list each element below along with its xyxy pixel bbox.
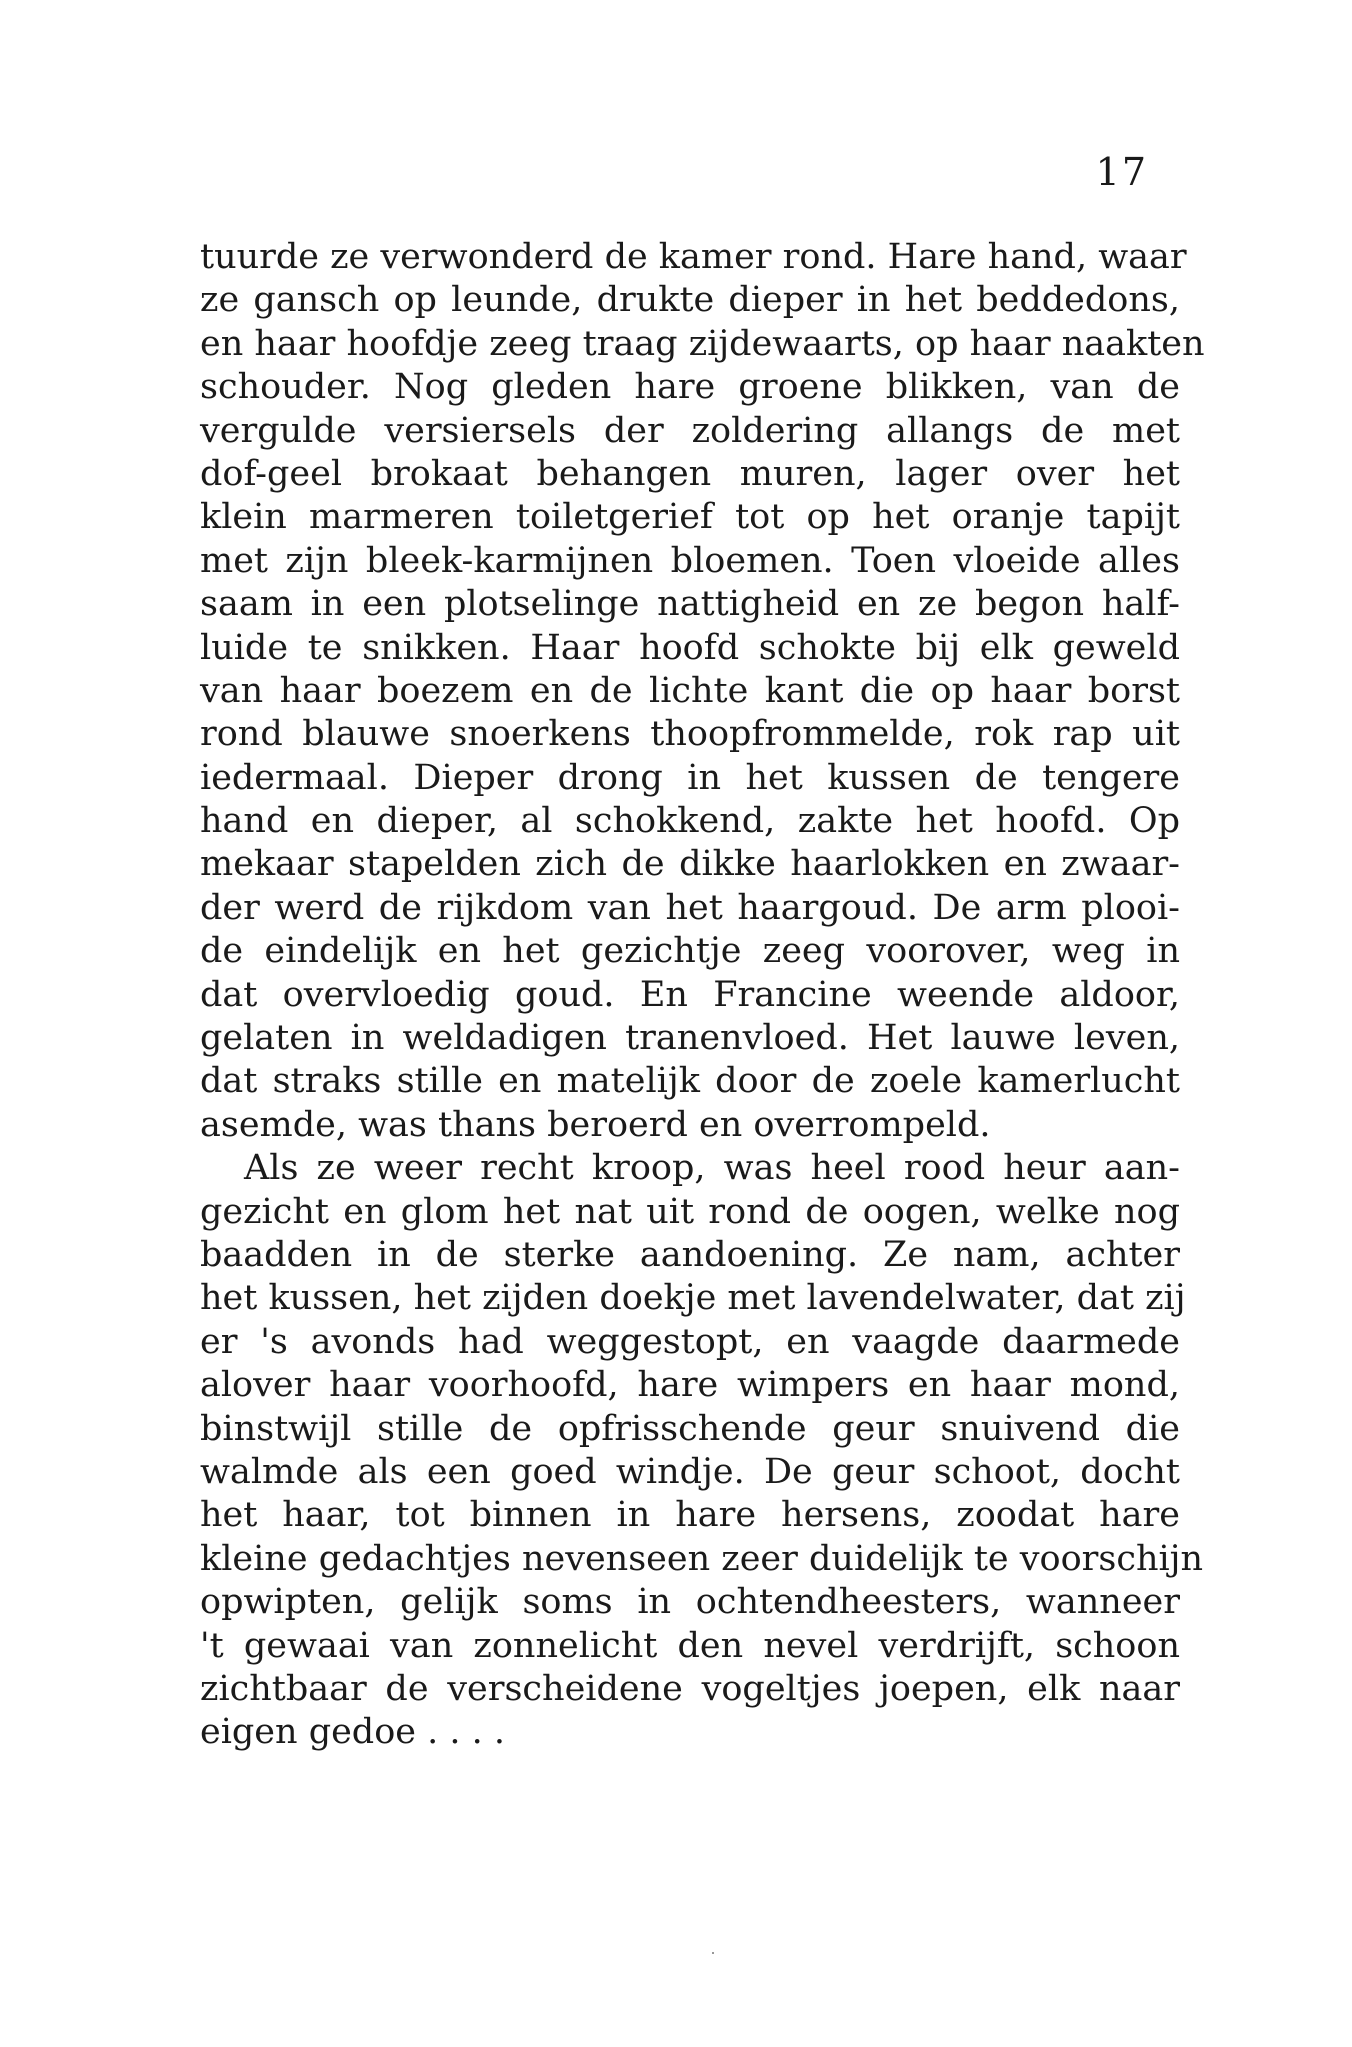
text-line: saam in een plotselinge nattigheid en ze begon half- [200,584,1180,625]
text-line: er 's avonds had weggestopt, en vaagde daarmede [200,1321,1180,1362]
body-text [200,236,1205,1755]
text-line: dof-geel brokaat behangen muren, lager over het [200,453,1180,494]
text-line: kleine gedachtjes nevenseen zeer duidelijk te voorschijn [200,1538,1204,1579]
text-line: gelaten in weldadigen tranenvloed. Het lauwe leven, [200,1018,1180,1059]
text-line: hand en dieper, al schokkend, zakte het hoofd. Op [200,801,1180,842]
text-line: baadden in de sterke aandoening. Ze nam, achter [200,1234,1180,1275]
text-line: 't gewaai van zonnelicht den nevel verdrijft, schoon [200,1625,1180,1666]
text-line: de eindelijk en het gezichtje zeeg voorover, weg in [200,931,1180,972]
text-line: het kussen, het zijden doekje met lavendelwater, dat zij [200,1278,1186,1319]
text-line: rond blauwe snoerkens thoopfrommelde, rok rap uit [200,714,1180,755]
text-line: alover haar voorhoofd, hare wimpers en haar mond, [200,1365,1180,1406]
text-line: vergulde versiersels der zoldering allangs de met [200,410,1180,451]
text-line: mekaar stapelden zich de dikke haarlokken en zwaar- [200,844,1180,885]
text-line: klein marmeren toiletgerief tot op het oranje tapijt [200,497,1180,538]
text-line: gezicht en glom het nat uit rond de oogen, welke nog [200,1191,1180,1232]
text-line: opwipten, gelijk soms in ochtendheesters, wanneer [200,1582,1180,1623]
text-line: zichtbaar de verscheidene vogeltjes joepen, elk naar [200,1668,1180,1709]
paragraph-2 [200,1147,1204,1754]
text-line: dat overvloedig goud. En Francine weende aldoor, [200,974,1180,1015]
text-line: ze gansch op leunde, drukte dieper in het beddedons, [200,280,1180,321]
paragraph-1 [200,236,1205,1147]
text-line: het haar, tot binnen in hare hersens, zoodat hare [200,1495,1180,1536]
text-line: Als ze weer recht kroop, was heel rood heur aan- [244,1148,1180,1189]
text-line: schouder. Nog gleden hare groene blikken, van de [200,367,1180,408]
text-line: asemde, was thans beroerd en overrompeld. [200,1104,991,1145]
text-line: binstwijl stille de opfrisschende geur snuivend die [200,1408,1180,1449]
text-line: walmde als een goed windje. De geur schoot, docht [200,1451,1180,1492]
text-line: luide te snikken. Haar hoofd schokte bij elk geweld [200,627,1180,668]
text-line: en haar hoofdje zeeg traag zijdewaarts, op haar naakten [200,323,1205,364]
page-number: 17 [1095,150,1148,194]
text-line: eigen gedoe . . . . [200,1712,506,1753]
text-line: dat straks stille en matelijk door de zoele kamerlucht [200,1061,1180,1102]
text-line: iedermaal. Dieper drong in het kussen de tengere [200,757,1180,798]
text-line: tuurde ze verwonderd de kamer rond. Hare hand, waar [200,237,1187,277]
text-line: van haar boezem en de lichte kant die op haar borst [200,670,1180,711]
text-line: der werd de rijkdom van het haargoud. De arm plooi- [200,887,1180,928]
text-line: met zijn bleek-karmijnen bloemen. Toen vloeide alles [200,540,1180,581]
paper-speck [712,1952,714,1954]
